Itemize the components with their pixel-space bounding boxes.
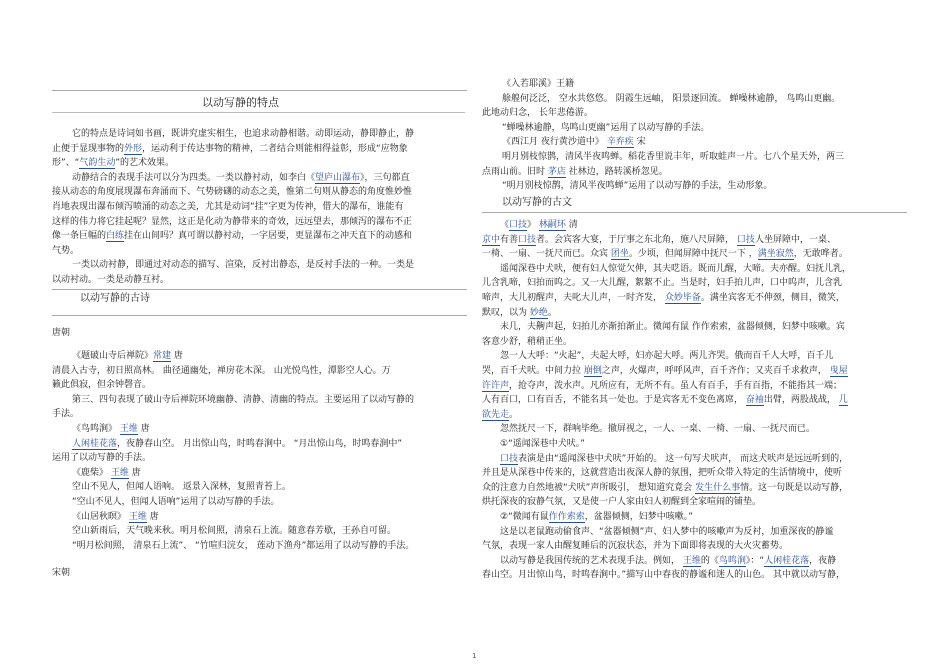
- text-line: “空山不见人，但闻人语响”运用了以动写静的手法。: [72, 497, 280, 507]
- underlined-term: 几: [838, 395, 848, 406]
- text-line: 未几，夫齁声起，妇拍儿亦渐拍渐止。微闻有鼠 作作索索，盆器倾侧，妇梦中咳嗽。宾: [500, 322, 845, 333]
- dynasty-tang: 唐朝: [52, 328, 71, 338]
- text-line: 《口技》 林嗣环 清: [500, 220, 578, 230]
- underlined-term: 人闲桂花落: [72, 438, 118, 449]
- underlined-term: 口技: [500, 453, 519, 464]
- text-line: 运用了以动写静的手法。: [52, 453, 152, 464]
- text-line: 空山不见人，但闻人语响。 返景入深林，复照青苔上。: [72, 482, 291, 493]
- underlined-term: 口技: [509, 220, 528, 230]
- text-line: 艅艎何泛泛， 空水共悠悠。 阴霞生远岫， 阳景逐回流。 蝉噪林逾静， 鸟鸣山更幽。: [502, 93, 841, 104]
- text-line: 动静结合的表现手法可以分为四类。一类以静衬动，如李白《望庐山瀑布》，三句都直: [72, 172, 410, 183]
- underlined-term: 茅店: [547, 166, 566, 177]
- underlined-term: 发生什么事: [695, 482, 741, 493]
- underlined-term: 京中: [482, 234, 501, 245]
- text-line: 这样的伟力将它挂起呢？显然，这正是化动为静带来的奇效，远远望去，那倾泻的瀑布不正: [52, 216, 413, 227]
- text-line: “明月松间照， 清泉石上流”、 “竹喧归浣女， 莲动下渔舟”都运用了以动写静的手法。: [72, 540, 415, 551]
- text-line: 气势。: [52, 245, 80, 256]
- text-line: 空山新雨后，天气晚来秋。明月松间照，清泉石上流。随意春芳歇，王孙自可留。: [72, 526, 397, 537]
- text-line: 气氛，表现一家人由醒复睡后的沉寂状态，并为下面即将表现的大火灾蓄势。: [482, 541, 789, 552]
- text-line: 第三、四句表现了破山寺后禅院环境幽静、清静、清幽的特点。主要运用了以动写静的: [72, 394, 415, 405]
- underlined-term: 人闲桂花落: [764, 555, 810, 566]
- underlined-term: 辛弃疾: [606, 137, 634, 148]
- poems-title: 以动写静的古诗: [80, 293, 150, 304]
- text-line: 手法。: [52, 409, 80, 420]
- underlined-term: 口技: [736, 234, 755, 245]
- text-line: 人闲桂花落，夜静春山空。 月出惊山鸟，时鸣春涧中。 “月出惊山鸟，时鸣春涧中”: [72, 438, 403, 449]
- underlined-term: 许许声: [482, 380, 510, 391]
- section-title: 以动写静的特点: [202, 96, 279, 109]
- text-line: 点雨山前。旧时 茅店 社林边，路转溪桥忽见。: [482, 166, 668, 177]
- text-line: 《山居秋暝》 王维 唐: [72, 511, 159, 522]
- text-line: 并且是从深巷中传来的，这就营造出夜深人静的氛围，把听众带入特定的生活情境中，使听: [482, 468, 843, 479]
- text-line: 一类以动衬静，即通过对动态的描写、渲染，反衬出静态，是反衬手法的一种。一类是: [72, 260, 415, 271]
- underlined-term: 鸟鸣涧: [718, 555, 746, 566]
- dynasty-song: 宋朝: [52, 568, 71, 578]
- text-line: 一椅、一扇、一抚尺而已。众宾 团坐。少顷，但闻屏障中抚尺一下 ，满坐寂然，无敢哗者。: [482, 249, 848, 260]
- page-number: 1: [472, 652, 477, 660]
- text-line: 《西江月 夜行黄沙道中》 辛弃疾 宋: [502, 137, 646, 148]
- underlined-term: 众妙毕备: [664, 293, 701, 303]
- text-line: 形”、“气韵生动”的艺术效果。: [52, 158, 175, 169]
- underlined-term: 白练: [106, 231, 125, 242]
- underlined-term: 望庐山瀑布: [315, 172, 361, 183]
- underlined-term: 气韵生动: [79, 158, 116, 169]
- text-line: 客意少舒，稍稍正坐。: [482, 336, 573, 347]
- underlined-term: 王维: [128, 511, 147, 522]
- text-line: 众的注意力自然地被“犬吠”声所吸引， 想知道究竟会 发生什么事情。这一句既是以动写静，: [482, 482, 849, 493]
- text-line: 《题破山寺后禅院》常建 唐: [72, 351, 183, 361]
- text-line: 哭，百千犬吠。中间力拉 崩倒之声，火爆声，呼呼风声，百千齐作；又夹百千求救声， 曳屋: [482, 366, 848, 376]
- underlined-term: 团坐: [610, 249, 629, 260]
- top-rule: [52, 90, 467, 91]
- text-line: “蝉噪林逾静，鸟鸣山更幽”运用了以动写静的手法。: [502, 122, 710, 133]
- text-line: ②“微闻有鼠作作索索，盆器倾侧，妇梦中咳嗽。”: [500, 512, 693, 522]
- underlined-term: 崩倒: [583, 366, 602, 376]
- text-line: 春山空。月出惊山鸟，时鸣春涧中。”描写山中春夜的静谧和迷人的山色。 其中就以动写静，: [482, 570, 846, 581]
- text-line: 接从动态的角度展现瀑布奔涌而下、气势磅礴的动态之美，惟第二句则从静态的角度惟妙惟: [52, 187, 413, 198]
- text-line: 遥闻深巷中犬吠，便有妇人惊觉欠伸，其夫呓语。既而儿醒，大啼。夫亦醒。妇抚儿乳，: [500, 263, 852, 274]
- text-line: 肖地表现出瀑布倾泻喷涌的动态之美，尤其是动词“挂”字更为传神，借大的瀑布，谁能有: [52, 202, 404, 212]
- text-line: 默叹，以为 妙绝。: [482, 307, 557, 318]
- underlined-term: 王维: [119, 424, 138, 434]
- prose-rule: [482, 212, 907, 213]
- underlined-term: 奋袖: [745, 395, 764, 406]
- text-line: 清晨入古寺，初日照高林。 曲径通幽处，禅房花木深。 山光悦鸟性，潭影空人心。万: [52, 365, 391, 376]
- text-line: 此地动归念， 长年悲倦游。: [482, 108, 593, 119]
- text-line: 《鸟鸣涧》 王维 唐: [72, 424, 150, 434]
- text-line: “明月别枝惊鹊，清风半夜鸣蝉”运用了以动写静的手法，生动形象。: [502, 181, 773, 192]
- text-line: ①“遥闻深巷中犬吠。”: [500, 439, 585, 449]
- underlined-term: 妙绝: [529, 307, 548, 318]
- text-line: 京中有善口技者。会宾客大宴，于厅事之东北角，施八尺屏障， 口技人坐屏障中，一桌、: [482, 234, 836, 245]
- text-line: 这是以老鼠跑动偷食声、“盆器倾侧”声、妇人梦中的咳嗽声为反衬，加重深夜的静谧: [500, 526, 834, 537]
- underlined-term: 口技: [518, 234, 537, 245]
- title-underline: [52, 112, 465, 113]
- underlined-term: 王维: [110, 467, 129, 478]
- text-line: 烘托深夜的寂静气氛，又是使一户人家由妇人初醒到全家喧闹的铺垫。: [482, 497, 762, 508]
- text-line: 许许声，抢夺声，泼水声。凡所应有，无所不有。虽人有百手，手有百指，不能指其一端；: [482, 380, 843, 391]
- text-line: 忽然抚尺一下，群响毕绝。撤屏视之，一人、一桌、一椅、一扇、一抚尺而已。: [500, 424, 816, 435]
- text-line: 《入若耶溪》王籍: [502, 79, 575, 89]
- underlined-term: 常建: [153, 351, 172, 361]
- underlined-term: 王维: [682, 555, 701, 566]
- prose-title: 以动写静的古文: [502, 197, 572, 208]
- text-line: 止便于显现事物的外形，运动利于传达事物的精神，二者结合则能相得益彰，形成“应物象: [52, 143, 408, 154]
- underlined-term: 作作索索: [548, 512, 585, 522]
- text-line: 籁此俱寂，但余钟磬音。: [52, 380, 152, 391]
- poems-rule-bottom: [52, 315, 467, 316]
- text-line: 像一条巨幅的白练挂在山间吗？真可谓以静衬动，一字居要，更显瀑布之冲天直下的动感和: [52, 231, 413, 242]
- underlined-term: 林嗣环: [538, 220, 566, 230]
- text-line: 以动衬动。一类是动静互衬。: [52, 275, 170, 285]
- underlined-term: 曳屋: [829, 366, 848, 376]
- text-line: 欲先走。: [482, 409, 519, 420]
- underlined-term: 外形: [124, 143, 143, 154]
- text-line: 忽一人大呼：“火起”，夫起大呼，妇亦起大呼。两儿齐哭。俄而百千人大呼，百千儿: [500, 351, 834, 362]
- text-line: 儿含乳啼，妇拍而呜之。又一大儿醒，絮絮不止。当是时，妇手拍儿声，口中呜声，儿含乳: [482, 278, 843, 289]
- text-line: 明月别枝惊鹊，清风半夜鸣蝉。稻花香里说丰年，听取蛙声一片。七八个星天外，两三: [502, 152, 845, 162]
- text-line: 以动写静是我国传统的艺术表现手法。例如， 王维的《鸟鸣涧》：“人闲桂花落，夜静: [500, 555, 837, 566]
- underlined-term: 欲先走: [482, 409, 510, 420]
- text-line: 口技表演是由“遥闻深巷中犬吠”开始的。 这一句写犬吠声， 而这犬吠声是远远听到的，: [500, 453, 849, 464]
- text-line: 啼声，大儿初醒声，夫叱大儿声，一时齐发， 众妙毕备。满坐宾客无不伸颈，侧目，微笑，: [482, 293, 845, 303]
- underlined-term: 满坐寂然: [757, 249, 794, 260]
- text-line: 人有百口，口有百舌，不能名其一处也。于是宾客无不变色离席， 奋袖出臂，两股战战， 几: [482, 395, 848, 406]
- poems-rule: [52, 289, 467, 290]
- text-line: 《鹿柴》 王维 唐: [72, 467, 141, 478]
- text-line: 它的特点是诗词如书画，既讲究虚实相生，也追求动静相谐。动即运动，静即静止，静: [72, 129, 415, 139]
